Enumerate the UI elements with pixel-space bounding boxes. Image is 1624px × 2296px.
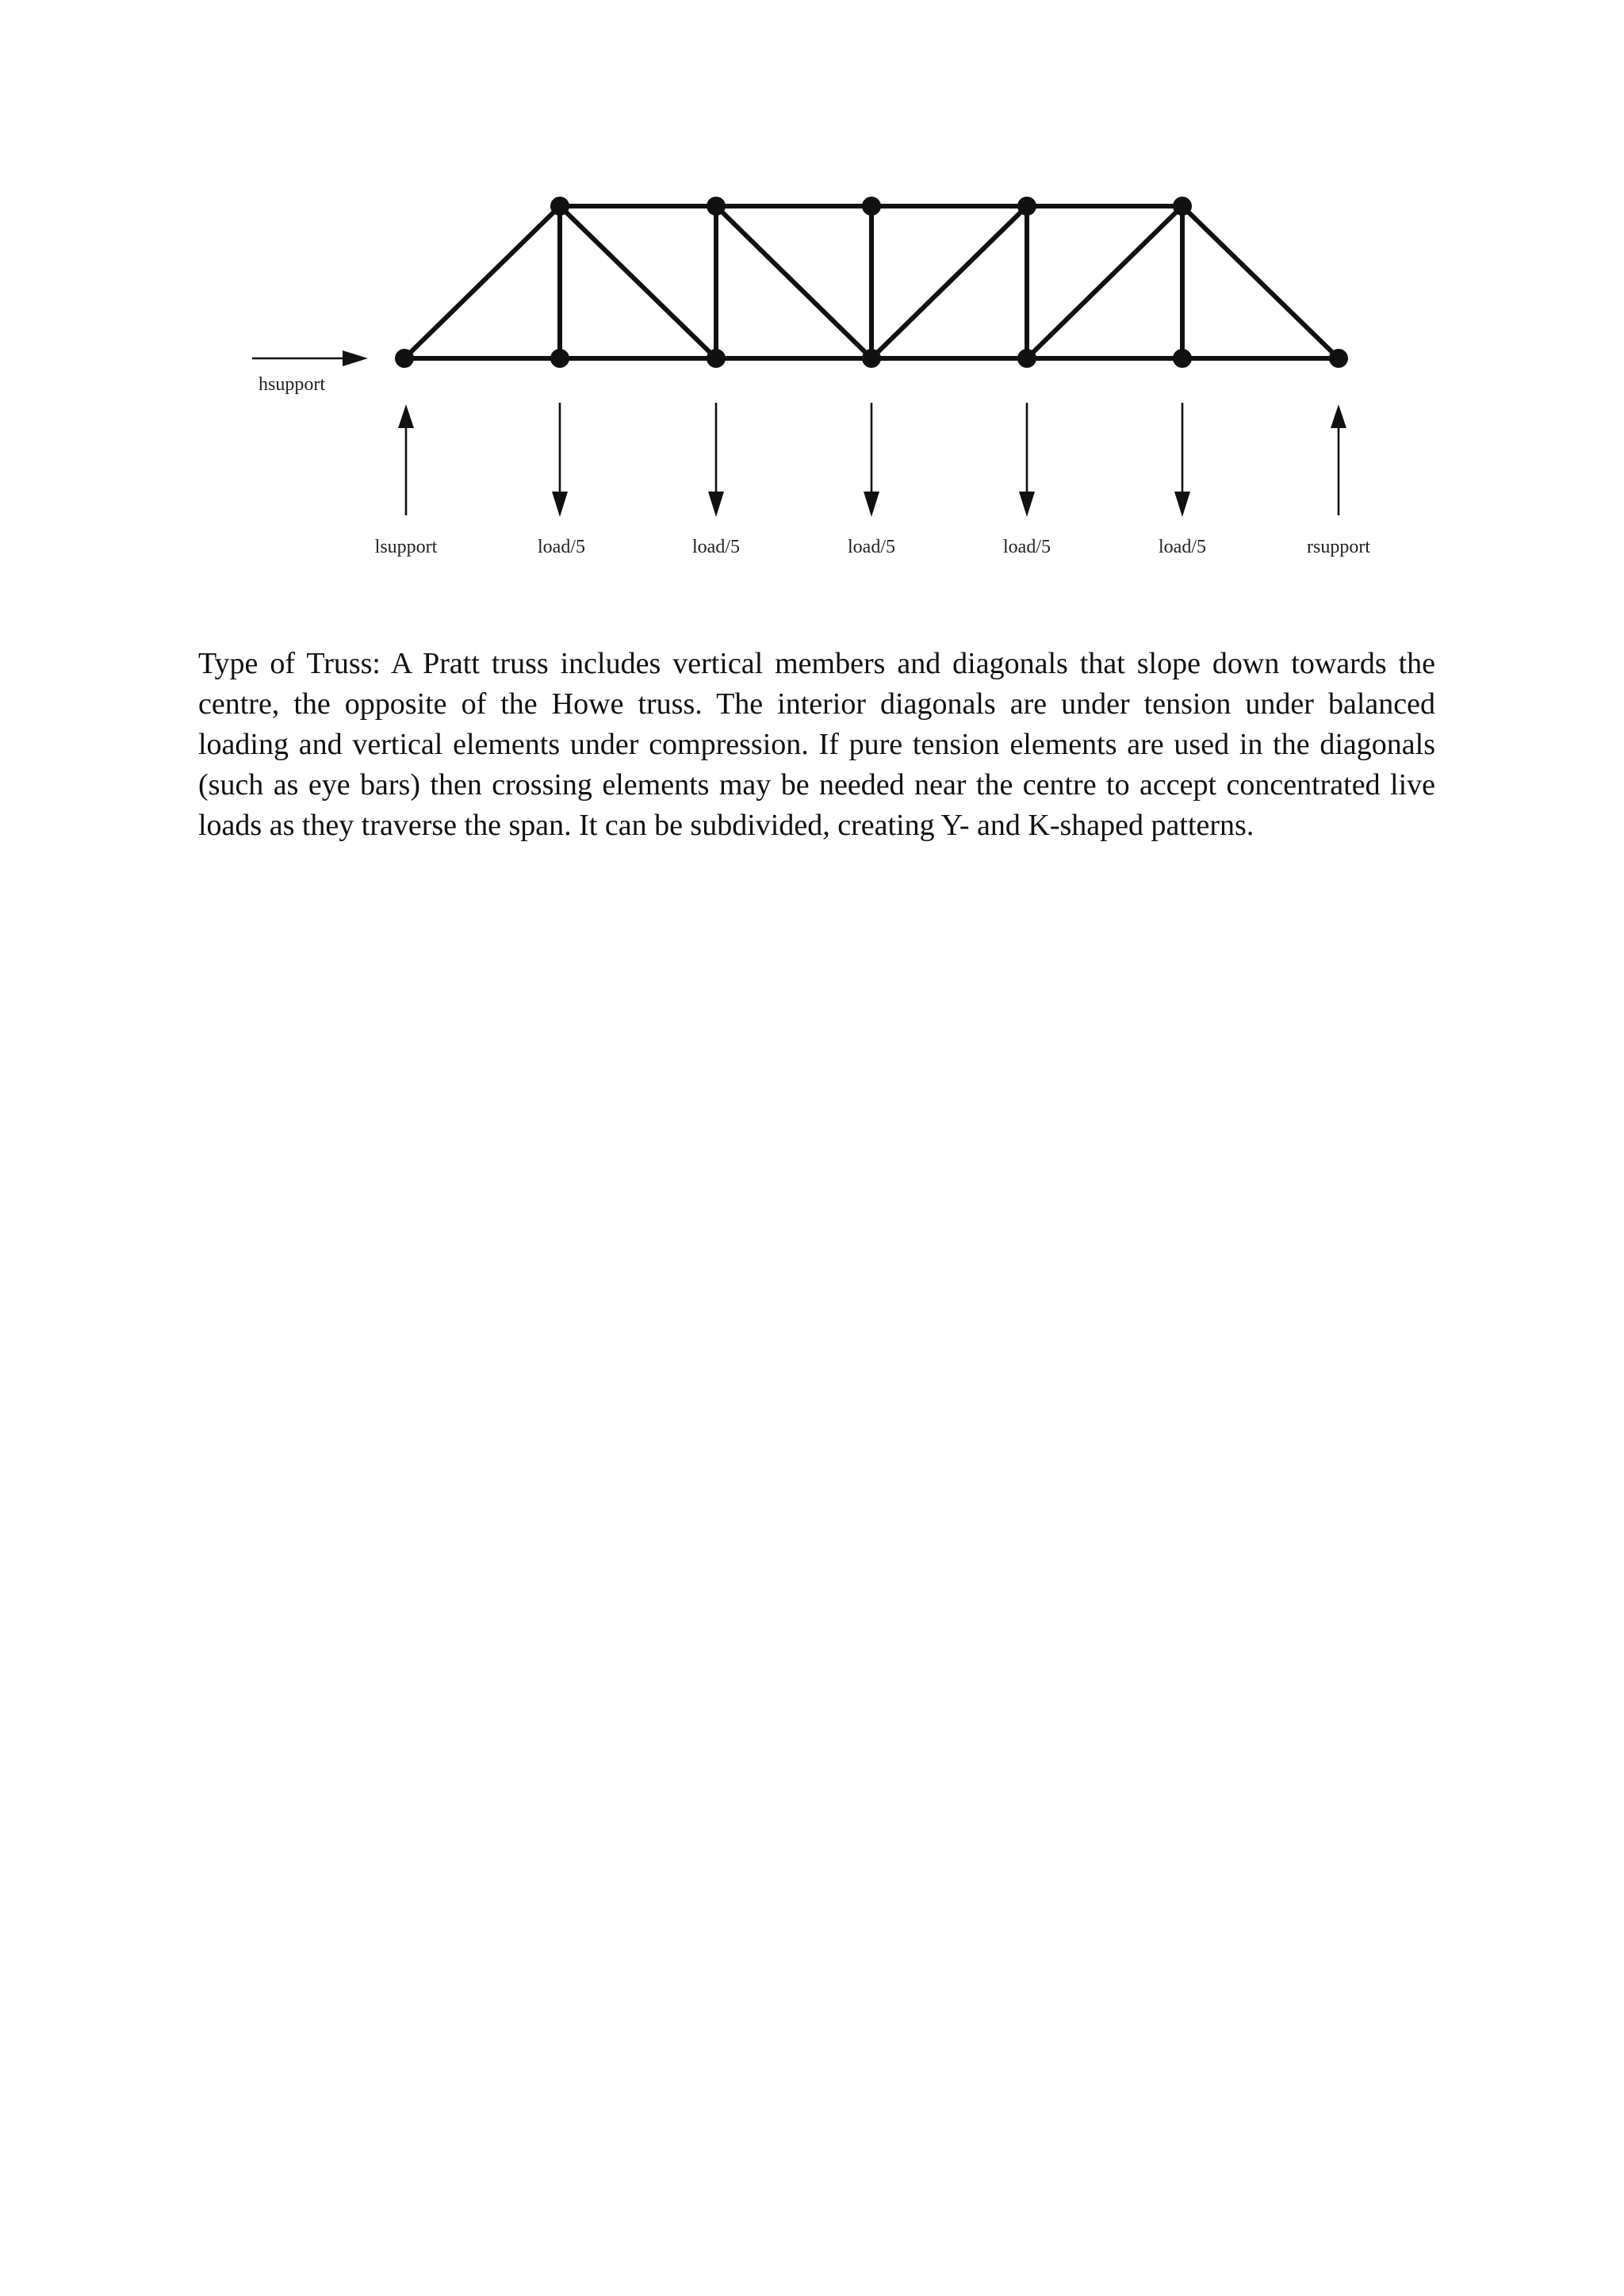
load-arrow (864, 403, 879, 517)
load-label: load/5 (1003, 537, 1051, 557)
load-arrow (708, 403, 724, 517)
interior-diagonal (560, 206, 716, 358)
hsupport-label: hsupport (259, 374, 325, 395)
left-end-diagonal (404, 206, 560, 358)
load-label: load/5 (692, 537, 740, 557)
lsupport-label: lsupport (374, 537, 438, 557)
interior-diagonal (871, 206, 1027, 358)
joint-node (707, 197, 726, 216)
joint-node (1329, 349, 1348, 368)
lsupport-arrow (398, 404, 414, 515)
load-label: load/5 (848, 537, 895, 557)
joint-node (862, 197, 881, 216)
truss-description: Type of Truss: A Pratt truss includes vertical members and diagonals that slope down towards the centre, the opposite of the Howe truss. The interior diagonals are under tension under balanced loading and vertical elements under compression. If pure tension elements are used in the diagonals (such as eye bars) then crossing elements may be needed near the centre to accept concentrated live loads as they traverse the span. It can be subdivided, creating Y- and K-shaped patterns. (198, 647, 1435, 842)
load-arrow (552, 403, 568, 517)
joint-node (1017, 349, 1036, 368)
interior-diagonal (716, 206, 871, 358)
right-end-diagonal (1182, 206, 1339, 358)
joint-node (395, 349, 414, 368)
joint-node (550, 349, 569, 368)
joint-node (707, 349, 726, 368)
hsupport-arrow (252, 350, 368, 366)
joint-node (550, 197, 569, 216)
joint-node (862, 349, 881, 368)
joint-node (1173, 197, 1192, 216)
load-label: load/5 (1159, 537, 1206, 557)
load-arrow (1174, 403, 1190, 517)
rsupport-arrow (1331, 404, 1346, 515)
pratt-truss-diagram (238, 182, 1396, 563)
rsupport-label: rsupport (1307, 537, 1370, 557)
load-label: load/5 (538, 537, 585, 557)
interior-diagonal (1027, 206, 1182, 358)
load-arrow (1019, 403, 1035, 517)
joint-node (1017, 197, 1036, 216)
joint-node (1173, 349, 1192, 368)
